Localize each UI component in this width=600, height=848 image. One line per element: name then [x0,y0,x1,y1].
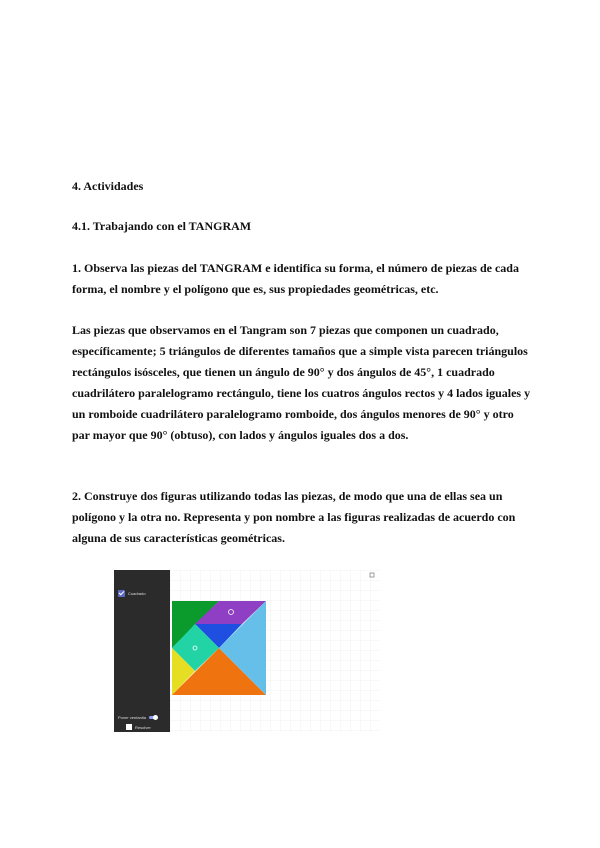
unchecked-box-icon[interactable] [126,724,132,730]
checkbox-label: Cuadrado [128,591,146,596]
section-subheading: 4.1. Trabajando con el TANGRAM [72,219,252,233]
toggle-row[interactable] [118,715,157,720]
toggle-switch[interactable] [149,716,157,719]
resolve-label: Resolver [135,724,151,730]
checkbox-checked-icon[interactable] [118,590,125,597]
square-checkbox-row[interactable] [118,590,146,597]
answer-1: Las piezas que observamos en el Tangram son 7 piezas que componen un cuadrado, específicamente; 5 triángulos de diferentes tamaños que a simple vista parecen triángulos rectángulos isósceles, que tienen un ángulo de 90° y dos ángulos de 45°, 1 cuadrado cuadrilátero paralelogramo rectángulo, tiene los cuatros ángulos rectos y 4 lados iguales y un romboide cuadrilátero paralelogramo romboide, dos ángulos menores de 90° y otro par mayor que 90° (obtuso), con lados y ángulos iguales dos a dos. [72,323,531,442]
geogebra-applet [114,570,380,732]
question-2: 2. Construye dos figuras utilizando todas las piezas, de modo que una de ellas sea un polígono y la otra no. Representa y pon nombre a las figuras realizadas de acuerdo con alguna de sus características geométricas. [72,489,516,545]
resolve-checkbox-row[interactable] [126,724,151,730]
question-1: 1. Observa las piezas del TANGRAM e identifica su forma, el número de piezas de cada forma, el nombre y el polígono que es, sus propiedades geométricas, etc. [72,261,519,296]
tangram-canvas[interactable] [170,570,380,732]
section-heading: 4. Actividades [72,179,144,193]
applet-sidebar [114,570,170,732]
toggle-label: Poner ventanita [118,715,147,720]
